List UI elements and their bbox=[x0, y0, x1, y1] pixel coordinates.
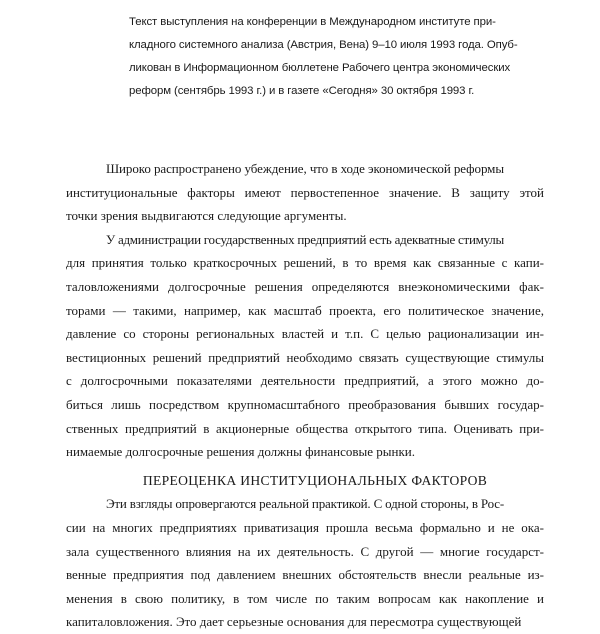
note-line: кладного системного анализа (Австрия, Вена) 9–10 июля 1993 года. Опуб- bbox=[129, 39, 518, 51]
text-line: институциональные факторы имеют первостепенное значение. В защиту этой bbox=[66, 184, 544, 200]
text-line: биться лишь посредством крупномасштабного преобразования бывших государ- bbox=[66, 396, 544, 412]
paragraph-3 bbox=[66, 492, 544, 634]
paragraph-2 bbox=[66, 228, 544, 464]
text-line: давление со стороны региональных властей и т.п. С целью рационализации ин- bbox=[66, 326, 544, 342]
publication-note bbox=[129, 11, 549, 103]
section-heading: ПЕРЕОЦЕНКА ИНСТИТУЦИОНАЛЬНЫХ ФАКТОРОВ bbox=[142, 472, 488, 488]
text-line: Широко распространено убеждение, что в ходе экономической реформы bbox=[106, 161, 504, 176]
text-line: с долгосрочными показателями деятельности предприятий, а этого можно до- bbox=[66, 373, 544, 389]
text-line: для принятия только краткосрочных решений, в то время как связанные с капи- bbox=[66, 255, 544, 271]
text-line: сии на многих предприятиях приватизация прошла весьма формально и не ока- bbox=[66, 519, 544, 535]
text-line: венные предприятия под давлением внешних обстоятельств внесли реальные из- bbox=[66, 567, 544, 583]
text-line: торами — такими, например, как масштаб проекта, его политическое значение, bbox=[66, 302, 544, 318]
text-line: менения в свою политику, в том числе по таким вопросам как накопление и bbox=[66, 590, 544, 606]
text-line: точки зрения выдвигаются следующие аргументы. bbox=[66, 208, 347, 224]
body-text bbox=[66, 157, 544, 634]
text-line: Эти взгляды опровергаются реальной практикой. С одной стороны, в Рос- bbox=[106, 496, 505, 512]
text-line: зала существенного влияния на их деятельность. С другой — многие государст- bbox=[66, 543, 544, 559]
text-line: ственных предприятий в акционерные общества открытого типа. Оценивать при- bbox=[66, 420, 544, 436]
text-line: таловложениями долгосрочные решения определяются внеэкономическими фак- bbox=[66, 278, 544, 294]
text-line: нимаемые долгосрочные решения должны финансовые рынки. bbox=[66, 444, 416, 460]
paragraph-1 bbox=[66, 157, 544, 228]
note-line: реформ (сентябрь 1993 г.) и в газете «Сегодня» 30 октября 1993 г. bbox=[129, 85, 475, 97]
note-line: Текст выступления на конференции в Международном институте при- bbox=[129, 16, 496, 28]
text-line: капиталовложения. Это дает серьезные основания для пересмотра существующей bbox=[66, 614, 522, 630]
note-line: ликован в Информационном бюллетене Рабочего центра экономических bbox=[129, 62, 511, 74]
text-line: У администрации государственных предприятий есть адекватные стимулы bbox=[106, 231, 504, 247]
text-line: вестиционных решений предприятий необходимо связать существующие стимулы bbox=[66, 349, 544, 365]
